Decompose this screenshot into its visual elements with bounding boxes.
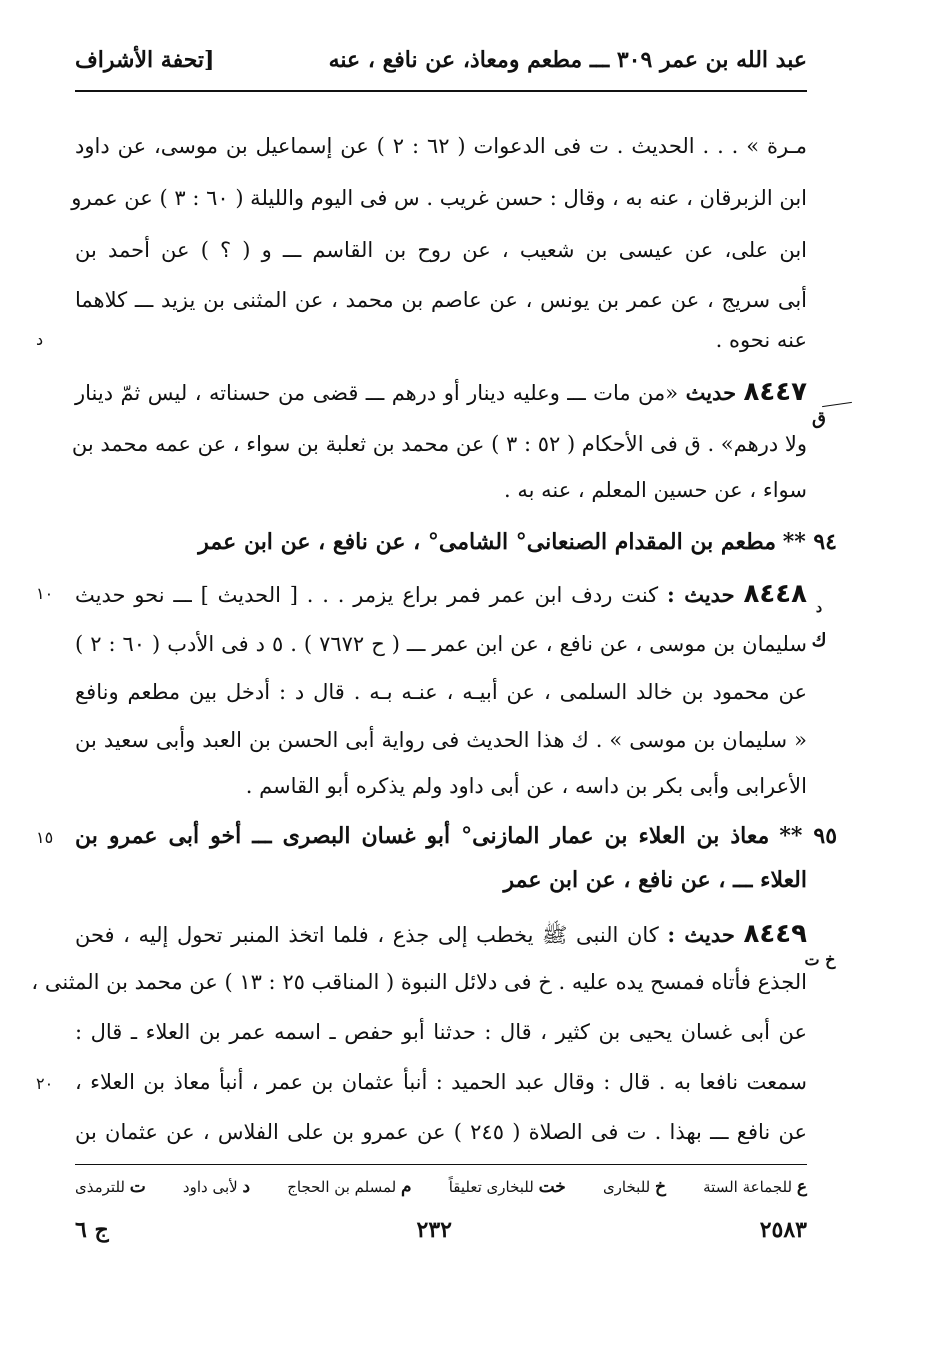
hadith-number-8449: ٨٤٤٩ (743, 919, 807, 949)
text-line-8: سواء ، عن حسين المعلم ، عنه به . (503, 478, 807, 502)
text-line-17: سمعت نافعا به . قال : وقال عبد الحميد : أنبأ عثمان بن عمر ، أنبأ معاذ بن العلاء ، (75, 1070, 807, 1094)
legend-item: خت للبخارى تعليقاً (448, 1177, 566, 1197)
hadith-running-number: ٢٥٨٣ (759, 1217, 807, 1243)
legend-item: ع للجماعة الستة (703, 1177, 807, 1197)
legend-item: خ للبخارى (602, 1177, 667, 1197)
legend-item: ت للترمذى (75, 1177, 146, 1197)
margin-line-number-10: ١٠ (36, 584, 54, 603)
hadith-word-8449: حديث : (667, 922, 735, 947)
hadith-8449-text: كان النبى ﷺ يخطب إلى جذع ، فلما اتخذ المنبر تحول إليه ، فحن (75, 923, 659, 947)
margin-line-number-20: ٢٠ (36, 1074, 54, 1093)
header-right-text: عبد الله بن عمر ٣٠٩ ـــ مطعم ومعاذ، عن نافع ، عنه (328, 47, 807, 73)
hadith-8449-line (75, 912, 807, 956)
section-95-number: ٩٥ ** (779, 823, 838, 849)
margin-siglum-d: د (36, 330, 44, 349)
text-line-11: عن محمود بن خالد السلمى ، عن أبيـه ، عنـه بـه . قال د : أدخل بين مطعم ونافع (75, 680, 807, 704)
text-line-5: عنه نحوه . (715, 328, 807, 352)
header-left-text: [تحفة الأشراف (75, 47, 215, 73)
section-95-heading (75, 814, 837, 858)
section-95-title-2: العلاء ـــ ، عن نافع ، عن ابن عمر (503, 867, 807, 893)
text-line-3: ابن على، عن عيسى بن شعيب ، عن روح بن القاسم ـــ و ( ؟ ) عن أحمد بن (75, 238, 807, 262)
hadith-word-8447: حديث (685, 380, 737, 405)
running-header (75, 40, 807, 80)
margin-siglum-d-2: د (815, 600, 823, 616)
legend-item: م لمسلم بن الحجاج (287, 1177, 412, 1197)
hadith-8448-line (75, 572, 807, 616)
margin-siglum-q: ق (812, 408, 826, 429)
hadith-word-8448: حديث : (666, 582, 735, 607)
legend-item: د لأبى داود (182, 1177, 251, 1197)
hadith-8448-text: كنت ردف ابن عمر فمر براع يزمر . . . [ الحديث ] ـــ نحو حديث (75, 583, 659, 607)
text-line-13: الأعرابى وأبى بكر بن داسه ، عن أبى داود ولم يذكره أبو القاسم . (245, 774, 807, 798)
section-94-heading (75, 520, 837, 564)
margin-line-number-15: ١٥ (36, 828, 54, 847)
text-line-10: سليمان بن موسى ، عن نافع ، عن ابن عمر ـــ ( ح ٧٦٧٢ ) . ٥ د فى الأدب ( ٦٠ : ٢ ) (75, 632, 807, 656)
footer-rule (75, 1164, 807, 1165)
text-line-15: الجذع فأتاه فمسح يده عليه . خ فى دلائل النبوة ( المناقب ٢٥ : ١٣ ) عن محمد بن المثنى ، (31, 970, 807, 994)
margin-siglum-kh-t: خ ت (804, 950, 836, 969)
hadith-number-8448: ٨٤٤٨ (743, 579, 807, 609)
section-95-title-1: معاذ بن العلاء بن عمار المازنى° أبو غسان البصرى ـــ أخو أبى عمرو بن (75, 823, 770, 849)
section-94-number: ٩٤ ** (782, 529, 837, 555)
hadith-number-8447: ٨٤٤٧ (743, 377, 807, 407)
text-line-18: عن نافع ـــ بهذا . ت فى الصلاة ( ٢٤٥ ) عن عمرو بن على الفلاس ، عن عثمان بن (75, 1120, 807, 1144)
text-line-4: أبى سريج ، عن عمر بن يونس ، عن عاصم بن محمد ، عن المثنى بن يزيد ـــ كلاهما (75, 288, 807, 312)
hadith-8447-line (75, 370, 807, 414)
abbreviation-legend (75, 1170, 807, 1204)
hadith-8447-text: «من مات ـــ وعليه دينار أو درهم ـــ قضى من حسناته ، ليس ثمّ دينار (75, 381, 679, 405)
text-line-2: ابن الزبرقان ، عنه به ، وقال : حسن غريب . س فى اليوم والليلة ( ٦٠ : ٣ ) عن عمرو (71, 186, 807, 210)
text-line-1: مـرة » . . . الحديث . ت فى الدعوات ( ٦٢ : ٢ ) عن إسماعيل بن موسى، عن داود (75, 134, 807, 158)
text-line-12: « سليمان بن موسى » . ك هذا الحديث فى رواية أبى الحسن بن العبد وأبى سعيد بن (75, 728, 807, 752)
margin-siglum-k: ك (811, 630, 827, 651)
text-line-16: عن أبى غسان يحيى بن كثير ، قال : حدثنا أبو حفص ـ اسمه عمر بن العلاء ـ قال : (75, 1020, 807, 1044)
section-94-title: مطعم بن المقدام الصنعانى° الشامى° ، عن نافع ، عن ابن عمر (198, 529, 776, 555)
margin-dash (822, 402, 852, 407)
page-footer (75, 1212, 807, 1248)
page-number: ٢٣٢ (416, 1217, 452, 1243)
text-line-7: ولا درهم» . ق فى الأحكام ( ٥٢ : ٣ ) عن محمد بن ثعلبة بن سواء ، عن عمه محمد بن (71, 432, 807, 456)
volume-number: ج ٦ (75, 1217, 109, 1243)
header-rule (75, 90, 807, 92)
